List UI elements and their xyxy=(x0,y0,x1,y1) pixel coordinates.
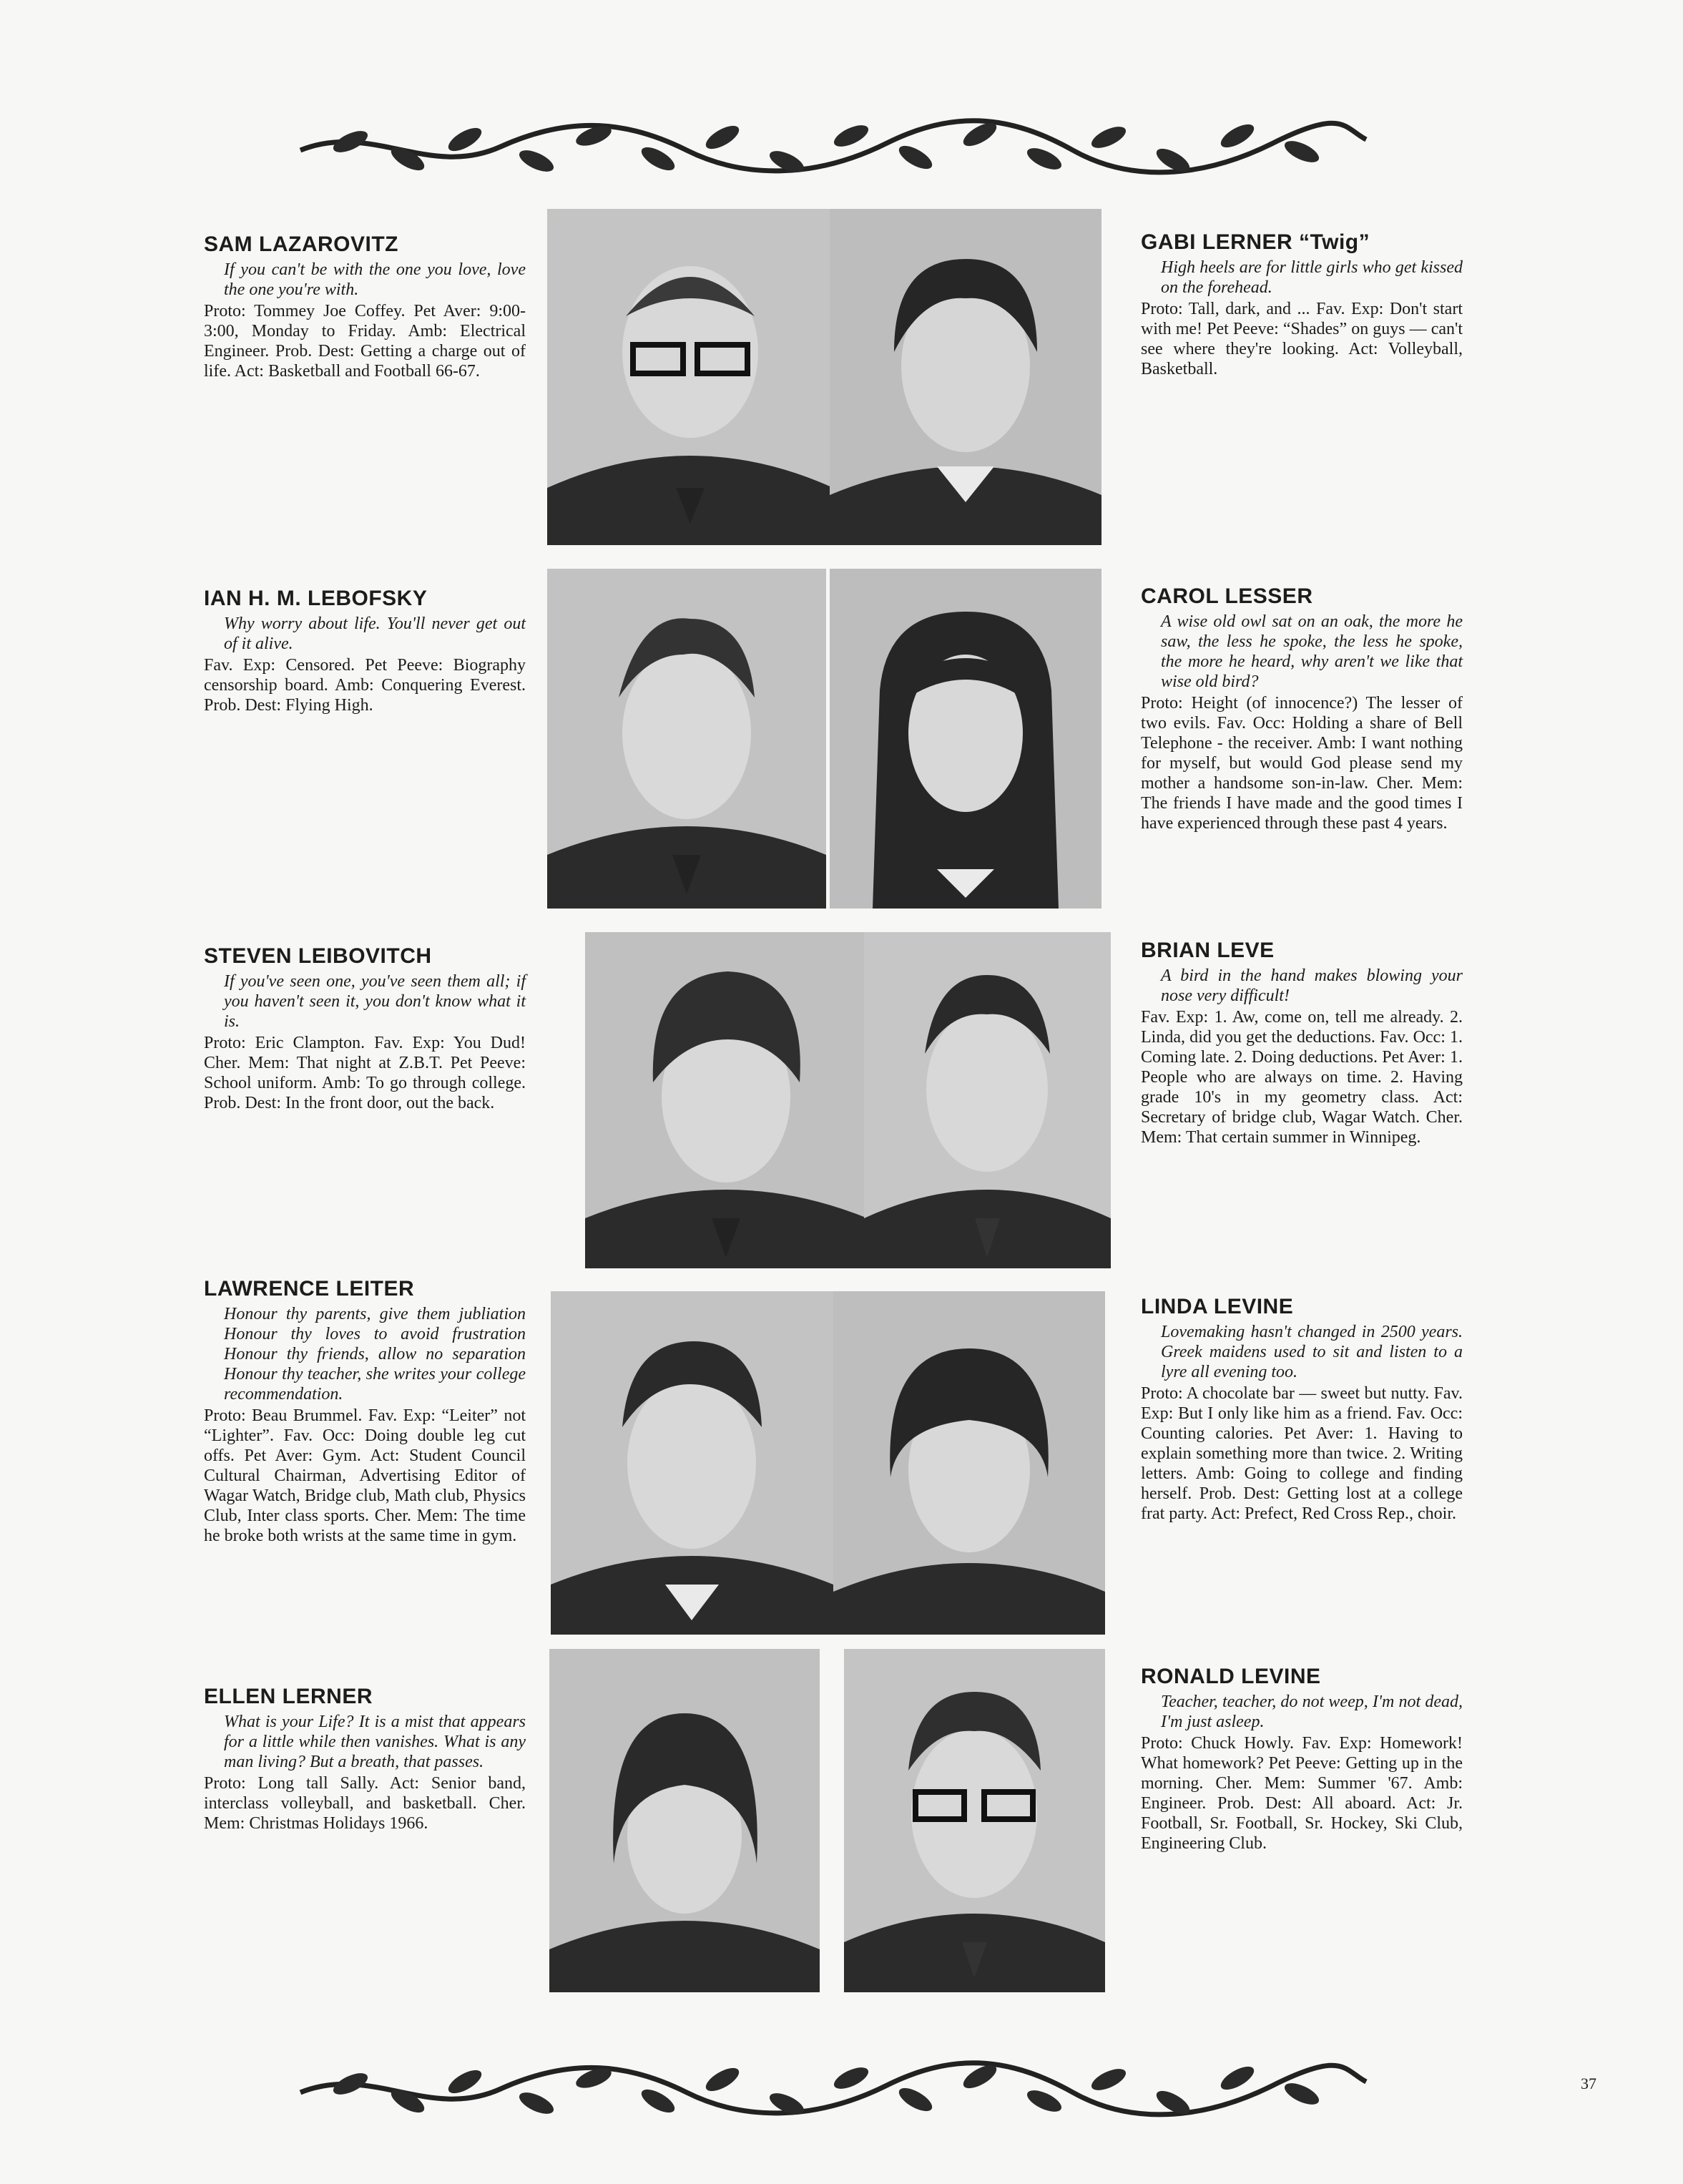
student-name: ELLEN LERNER xyxy=(204,1685,373,1708)
vine-ornament-bottom xyxy=(286,2050,1373,2128)
entry-steven-leibovitch xyxy=(204,944,526,1113)
portrait-photo-ronald-levine xyxy=(844,1649,1105,1992)
entry-ellen-lerner xyxy=(204,1685,526,1833)
student-details: Proto: Eric Clampton. Fav. Exp: You Dud! Cher. Mem: That night at Z.B.T. Pet Peeve: School uniform. Amb: To go through college. Prob. Dest: In the front door, out the back. xyxy=(204,1034,526,1112)
student-name: GABI LERNER “Twig” xyxy=(1141,230,1370,254)
entry-carol-lesser xyxy=(1141,584,1463,833)
portrait-photo-gabi-lerner xyxy=(830,209,1101,545)
student-quote: Honour thy parents, give them jubliation Honour thy loves to avoid frustration Honour thy friends, allow no separation Honour thy teacher, she writes your college recommendation. xyxy=(224,1305,526,1404)
student-details: Proto: Tall, dark, and ... Fav. Exp: Don't start with me! Pet Peeve: “Shades” on guys — can't see where they're looking. Act: Volleyball, Basketball. xyxy=(1141,300,1463,378)
student-details: Proto: Height (of innocence?) The lesser of two evils. Fav. Occ: Holding a share of Bell Telephone - the receiver. Amb: I want nothing for myself, but would God please send my mother a handsome son-in-law. Cher. Mem: The friends I have made and the good times I have experienced through these past 4 years. xyxy=(1141,694,1463,833)
student-quote: If you can't be with the one you love, love the one you're with. xyxy=(224,260,526,299)
student-name: IAN H. M. LEBOFSKY xyxy=(204,587,428,610)
student-quote: Lovemaking hasn't changed in 2500 years. Greek maidens used to sit and listen to a lyre all evening too. xyxy=(1161,1323,1463,1381)
student-name: LINDA LEVINE xyxy=(1141,1295,1294,1318)
student-details: Fav. Exp: 1. Aw, come on, tell me already. 2. Linda, did you get the deductions. Fav. Occ: 1. Coming late. 2. Doing deductions. Pet Aver: 1. People who are always on time. 2. Having grade 10's in my geometry class. Act: Secretary of bridge club, Wagar Watch. Cher. Mem: That certain summer in Winnipeg. xyxy=(1141,1008,1463,1147)
student-name: RONALD LEVINE xyxy=(1141,1665,1321,1688)
student-quote: A wise old owl sat on an oak, the more he saw, the less he spoke, the less he spoke, the more he heard, why aren't we like that wise old bird? xyxy=(1161,612,1463,691)
portrait-photo-steven-leibovitch xyxy=(585,932,868,1268)
student-quote: Why worry about life. You'll never get out of it alive. xyxy=(224,614,526,653)
entry-sam-lazarovitz xyxy=(204,232,526,381)
student-details: Proto: Long tall Sally. Act: Senior band, interclass volleyball, and basketball. Cher. Mem: Christmas Holidays 1966. xyxy=(204,1774,526,1833)
student-details: Proto: A chocolate bar — sweet but nutty. Fav. Exp: But I only like him as a friend. Fav. Occ: Counting calories. Pet Aver: 1. Having to explain something more than twice. 2. Writing letters. Amb: Going to college and finding herself. Prob. Dest: Getting lost at a college frat party. Act: Prefect, Red Cross Rep., choir. xyxy=(1141,1384,1463,1523)
student-details: Fav. Exp: Censored. Pet Peeve: Biography censorship board. Amb: Conquering Everest. Prob. Dest: Flying High. xyxy=(204,656,526,715)
portrait-photo-carol-lesser xyxy=(830,569,1101,909)
student-quote: High heels are for little girls who get kissed on the forehead. xyxy=(1161,258,1463,297)
vine-ornament-top xyxy=(286,107,1373,186)
student-name: STEVEN LEIBOVITCH xyxy=(204,944,432,968)
portrait-photo-sam-lazarovitz xyxy=(547,209,833,545)
student-name: BRIAN LEVE xyxy=(1141,939,1275,962)
student-quote: Teacher, teacher, do not weep, I'm not dead, I'm just asleep. xyxy=(1161,1693,1463,1731)
entry-brian-leve xyxy=(1141,939,1463,1147)
portrait-photo-ian-lebofsky xyxy=(547,569,826,909)
entry-lawrence-leiter xyxy=(204,1277,526,1546)
portrait-photo-brian-leve xyxy=(864,932,1111,1268)
student-quote: A bird in the hand makes blowing your nose very difficult! xyxy=(1161,966,1463,1005)
entry-gabi-lerner xyxy=(1141,230,1463,379)
entry-linda-levine xyxy=(1141,1295,1463,1524)
entry-ronald-levine xyxy=(1141,1665,1463,1854)
student-details: Proto: Chuck Howly. Fav. Exp: Homework! What homework? Pet Peeve: Getting up in the morning. Cher. Mem: Summer '67. Amb: Engineer. Prob. Dest: All aboard. Act: Jr. Football, Sr. Football, Sr. Hockey, Ski Club, Engineering Club. xyxy=(1141,1734,1463,1853)
page-number: 37 xyxy=(1581,2075,1596,2092)
student-details: Proto: Beau Brummel. Fav. Exp: “Leiter” not “Lighter”. Fav. Occ: Doing double leg cut offs. Pet Aver: Gym. Act: Student Council Cultural Chairman, Advertising Editor of Wagar Watch, Bridge club, Math club, Physics Club, Inter class sports. Cher. Mem: The time he broke both wrists at the same time in gym. xyxy=(204,1406,526,1545)
student-quote: What is your Life? It is a mist that appears for a little while then vanishes. What is any man living? But a breath, that passes. xyxy=(224,1713,526,1771)
student-name: LAWRENCE LEITER xyxy=(204,1277,415,1301)
portrait-photo-ellen-lerner xyxy=(549,1649,820,1992)
entry-ian-lebofsky xyxy=(204,587,526,715)
student-name: SAM LAZAROVITZ xyxy=(204,232,398,256)
student-quote: If you've seen one, you've seen them all; if you haven't seen it, you don't know what it is. xyxy=(224,972,526,1031)
student-details: Proto: Tommey Joe Coffey. Pet Aver: 9:00-3:00, Monday to Friday. Amb: Electrical Engineer. Prob. Dest: Getting a charge out of life. Act: Basketball and Football 66-67. xyxy=(204,302,526,381)
portrait-photo-lawrence-leiter xyxy=(551,1291,833,1635)
student-name: CAROL LESSER xyxy=(1141,584,1313,608)
portrait-photo-linda-levine xyxy=(833,1291,1105,1635)
